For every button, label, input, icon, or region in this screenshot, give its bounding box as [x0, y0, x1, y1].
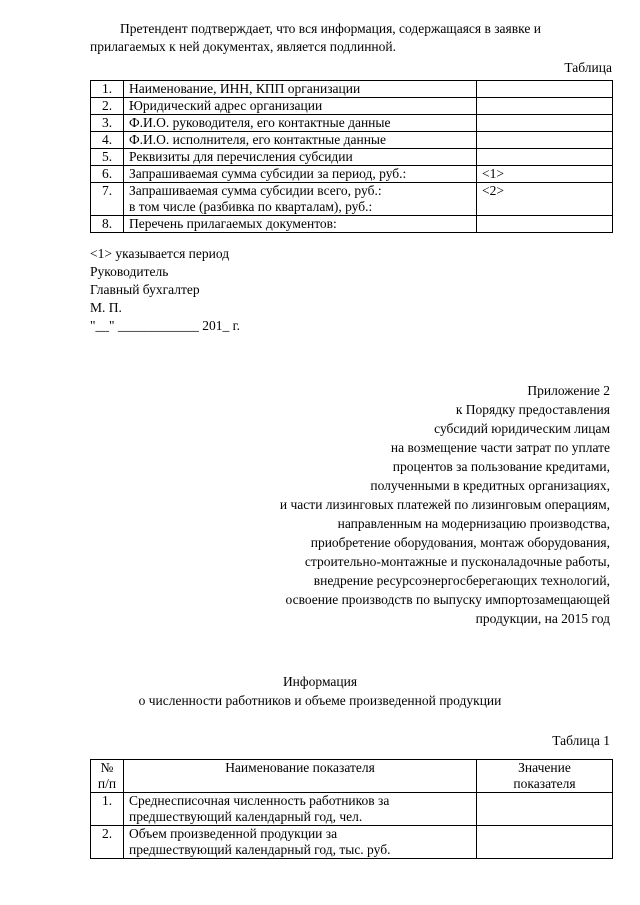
appendix-line: внедрение ресурсоэнергосберегающих технологий,	[313, 573, 610, 588]
row-value	[477, 216, 613, 233]
appendix-header	[280, 381, 610, 628]
info-title: Информация	[282, 674, 358, 689]
row-label-line-2: предшествующий календарный год, тыс. руб.	[129, 842, 391, 857]
header-value-line-1: Значение	[518, 760, 571, 775]
row-number: 8.	[91, 216, 124, 233]
table-row	[91, 149, 613, 166]
table-row	[91, 166, 613, 183]
row-number: 7.	[91, 183, 124, 216]
header-number-line-1: №	[100, 760, 114, 775]
row-label-line-1: Среднесписочная численность работников за	[129, 793, 390, 808]
header-value	[477, 760, 613, 793]
row-number: 4.	[91, 132, 124, 149]
row-value	[477, 81, 613, 98]
table-row	[91, 98, 613, 115]
row-value	[477, 132, 613, 149]
info-heading	[0, 672, 640, 710]
row-number: 2.	[91, 826, 124, 859]
row-number: 3.	[91, 115, 124, 132]
manager-label: Руководитель	[90, 264, 169, 279]
stamp-label: М. П.	[90, 300, 122, 315]
table-row	[91, 793, 613, 826]
table-row	[91, 826, 613, 859]
header-number-line-2: п/п	[97, 776, 117, 791]
appendix-line: к Порядку предоставления	[455, 402, 610, 417]
appendix-line: на возмещение части затрат по уплате	[390, 440, 610, 455]
signature-block	[90, 245, 240, 335]
row-value	[477, 826, 613, 859]
row-value: <1>	[477, 166, 613, 183]
row-number: 6.	[91, 166, 124, 183]
header-name: Наименование показателя	[124, 760, 477, 793]
row-number: 5.	[91, 149, 124, 166]
table2-caption: Таблица 1	[552, 733, 610, 748]
indicators-table	[90, 759, 613, 859]
row-label: Ф.И.О. руководителя, его контактные данные	[124, 115, 477, 132]
table-row	[91, 81, 613, 98]
row-label-line-2: в том числе (разбивка по кварталам), руб.:	[129, 199, 373, 214]
row-value	[477, 115, 613, 132]
row-value	[477, 793, 613, 826]
footnote: <1> указывается период	[90, 246, 230, 261]
row-label: Наименование, ИНН, КПП организации	[124, 81, 477, 98]
row-label	[124, 826, 477, 859]
appendix-line: приобретение оборудования, монтаж оборудования,	[310, 535, 610, 550]
row-label-line-1: Запрашиваемая сумма субсидии всего, руб.:	[129, 183, 382, 198]
appendix-line: направленным на модернизацию производства,	[337, 516, 610, 531]
appendix-line: и части лизинговых платежей по лизинговым операциям,	[279, 497, 610, 512]
application-table	[90, 80, 613, 233]
table-row	[91, 115, 613, 132]
table-caption: Таблица	[564, 60, 612, 75]
intro-line-2: прилагаемых к ней документах, является подлинной.	[90, 39, 397, 54]
row-value	[477, 149, 613, 166]
row-label-line-2: предшествующий календарный год, чел.	[129, 809, 363, 824]
row-label: Запрашиваемая сумма субсидии за период, руб.:	[124, 166, 477, 183]
row-label: Перечень прилагаемых документов:	[124, 216, 477, 233]
appendix-line: полученными в кредитных организациях,	[370, 478, 610, 493]
accountant-label: Главный бухгалтер	[90, 282, 200, 297]
appendix-line: Приложение 2	[527, 383, 610, 398]
row-value: <2>	[477, 183, 613, 216]
row-label-line-1: Объем произведенной продукции за	[129, 826, 338, 841]
row-label: Реквизиты для перечисления субсидии	[124, 149, 477, 166]
header-number	[91, 760, 124, 793]
row-number: 1.	[91, 793, 124, 826]
appendix-line: субсидий юридическим лицам	[434, 421, 610, 436]
row-label	[124, 183, 477, 216]
appendix-line: процентов за пользование кредитами,	[392, 459, 610, 474]
table-row	[91, 132, 613, 149]
row-value	[477, 98, 613, 115]
intro-paragraph	[90, 20, 612, 56]
date-line: "__" ____________ 201_ г.	[90, 318, 241, 333]
row-label: Ф.И.О. исполнителя, его контактные данные	[124, 132, 477, 149]
table-header-row	[91, 760, 613, 793]
row-number: 2.	[91, 98, 124, 115]
appendix-line: продукции, на 2015 год	[475, 611, 610, 626]
table-row	[91, 216, 613, 233]
info-subtitle: о численности работников и объеме произведенной продукции	[138, 693, 502, 708]
row-number: 1.	[91, 81, 124, 98]
row-label	[124, 793, 477, 826]
header-value-line-2: показателя	[513, 776, 576, 791]
intro-line-1: Претендент подтверждает, что вся информация, содержащаяся в заявке и	[120, 21, 541, 36]
appendix-line: строительно-монтажные и пусконаладочные работы,	[304, 554, 610, 569]
row-label: Юридический адрес организации	[124, 98, 477, 115]
table-row	[91, 183, 613, 216]
appendix-line: освоение производств по выпуску импортозамещающей	[285, 592, 610, 607]
